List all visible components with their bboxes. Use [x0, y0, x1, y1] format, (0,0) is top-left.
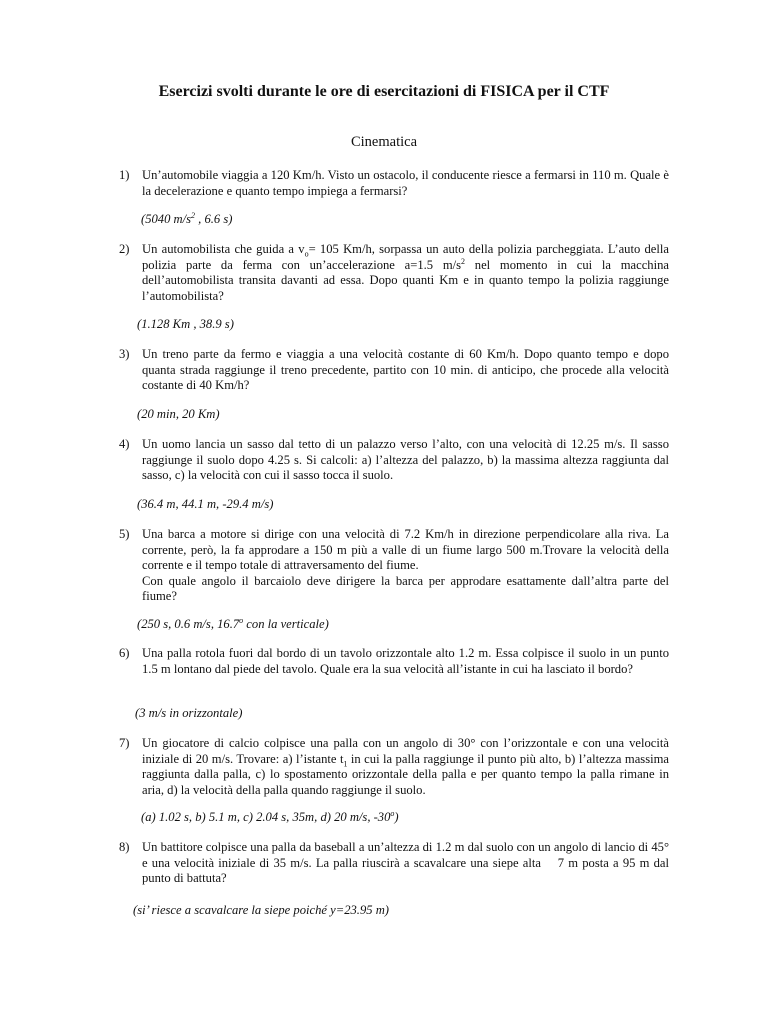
exercise-text [142, 242, 669, 304]
exercise-paragraph: Una barca a motore si dirige con una velocità di 7.2 Km/h in direzione perpendicolare alla riva. La corrente, però, la fa approdare a 150 m più a valle di un fiume largo 500 m.Trovare la velocità della corrente e il tempo totale di attraversamento del fiume. [142, 527, 669, 572]
text-part: in cui la palla raggiunge il punto più alto, b) l’altezza massima raggiunta dalla palla, c) lo spostamento orizzontale della palla e per quanto tempo la palla rimane in aria, d) la velocità della palla quando raggiunge il suolo. [142, 751, 669, 797]
exercise-paragraph: Con quale angolo il barcaiolo deve dirigere la barca per approdare esattamente dall’altra parte del fiume? [142, 573, 669, 603]
exercise-text: Una palla rotola fuori dal bordo di un tavolo orizzontale alto 1.2 m. Essa colpisce il suolo in un punto 1.5 m lontano dal piede del tavolo. Quale era la sua velocità all’istante in cui ha lasciato il bordo? [142, 646, 669, 676]
exercise-1-answer [141, 212, 232, 227]
answer-sup: 2 [191, 210, 196, 220]
exercise-8 [119, 840, 673, 887]
exercise-text: Un treno parte da fermo e viaggia a una velocità costante di 60 Km/h. Dopo quanto tempo e dopo quanta strada raggiunge il treno precedente, partito con 10 min. di anticipo, che procede alla velocità costante di 40 Km/h? [142, 347, 669, 392]
exercise-text: Un battitore colpisce una palla da baseball a un’altezza di 1.2 m dal suolo con un angolo di lancio di 45° e una velocità iniziale di 35 m/s. La palla riuscirà a scavalcare una siepe alta 7 m posta a 95 m dal punto di battuta? [142, 840, 673, 885]
exercise-8-answer: (si’ riesce a scavalcare la siepe poiché y=23.95 m) [133, 903, 389, 917]
exercise-number: 5) [119, 527, 130, 541]
answer-text: (250 s, 0.6 m/s, 16.7 [137, 617, 240, 631]
exercise-5-answer [137, 617, 329, 632]
text-part: = 105 Km/h, sorpassa un auto della polizia parcheggiata. L’auto della polizia parte da ferma con un’accelerazione a=1.5 m/s [142, 242, 669, 272]
exercise-4-answer: (36.4 m, 44.1 m, -29.4 m/s) [137, 497, 274, 511]
exercise-5 [121, 527, 669, 605]
exercise-2 [121, 242, 669, 304]
exercise-4 [121, 437, 669, 484]
exercise-number: 1) [119, 168, 130, 182]
answer-text: (a) 1.02 s, b) 5.1 m, c) 2.04 s, 35m, d) 20 m/s, -30 [141, 810, 391, 824]
answer-text-end: , 6.6 s) [195, 212, 233, 226]
exercise-1 [121, 168, 669, 199]
exercise-number: 6) [119, 646, 130, 660]
text-sup: 2 [461, 256, 466, 266]
text-part: nel momento in cui la macchina dell’automobilista transita davanti ad essa. Dopo quanti Km e in quanto tempo la polizia raggiunge l’automobilista? [142, 257, 669, 303]
text-part: Un giocatore di calcio colpisce una palla con un angolo di 30° con l’orizzontale e con una velocità iniziale di 20 m/s. Trovare: a) l’istante t [142, 736, 669, 766]
exercise-number: 7) [119, 736, 130, 750]
exercise-6 [121, 646, 669, 677]
exercise-3 [121, 347, 669, 394]
answer-text-end: ) [394, 810, 399, 824]
exercise-7-answer [141, 810, 399, 825]
exercise-3-answer: (20 min, 20 Km) [137, 407, 220, 421]
exercise-6-answer: (3 m/s in orizzontale) [135, 706, 243, 720]
answer-text: (5040 m/s [141, 212, 192, 226]
section-title: Cinematica [350, 134, 418, 150]
exercise-text: Un’automobile viaggia a 120 Km/h. Visto un ostacolo, il conducente riesce a fermarsi in 110 m. Quale è la decelerazione e quanto tempo impiega a fermarsi? [142, 168, 669, 198]
exercise-text [142, 527, 669, 605]
text-part: Un automobilista che guida a v [142, 242, 305, 256]
text-sub: o [304, 249, 309, 259]
exercise-7 [121, 736, 669, 798]
exercise-number: 2) [119, 242, 130, 256]
answer-sup: o [239, 615, 244, 625]
document-title: Esercizi svolti durante le ore di esercitazioni di FISICA per il CTF [158, 83, 610, 100]
answer-text-end: con la verticale) [243, 617, 329, 631]
exercise-text: Un uomo lancia un sasso dal tetto di un palazzo verso l’alto, con una velocità di 12.25 m/s. Il sasso raggiunge il suolo dopo 4.25 s. Si calcoli: a) l’altezza del palazzo, b) la massima altezza raggiunta dal sasso, c) la velocità con cui il sasso tocca il suolo. [142, 437, 669, 482]
exercise-number: 8) [119, 840, 130, 854]
answer-sup: o [390, 808, 395, 818]
exercise-text [142, 736, 669, 798]
exercise-number: 4) [119, 437, 130, 451]
exercise-number: 3) [119, 347, 130, 361]
exercise-2-answer: (1.128 Km , 38.9 s) [137, 317, 234, 331]
text-sub: 1 [343, 759, 348, 769]
